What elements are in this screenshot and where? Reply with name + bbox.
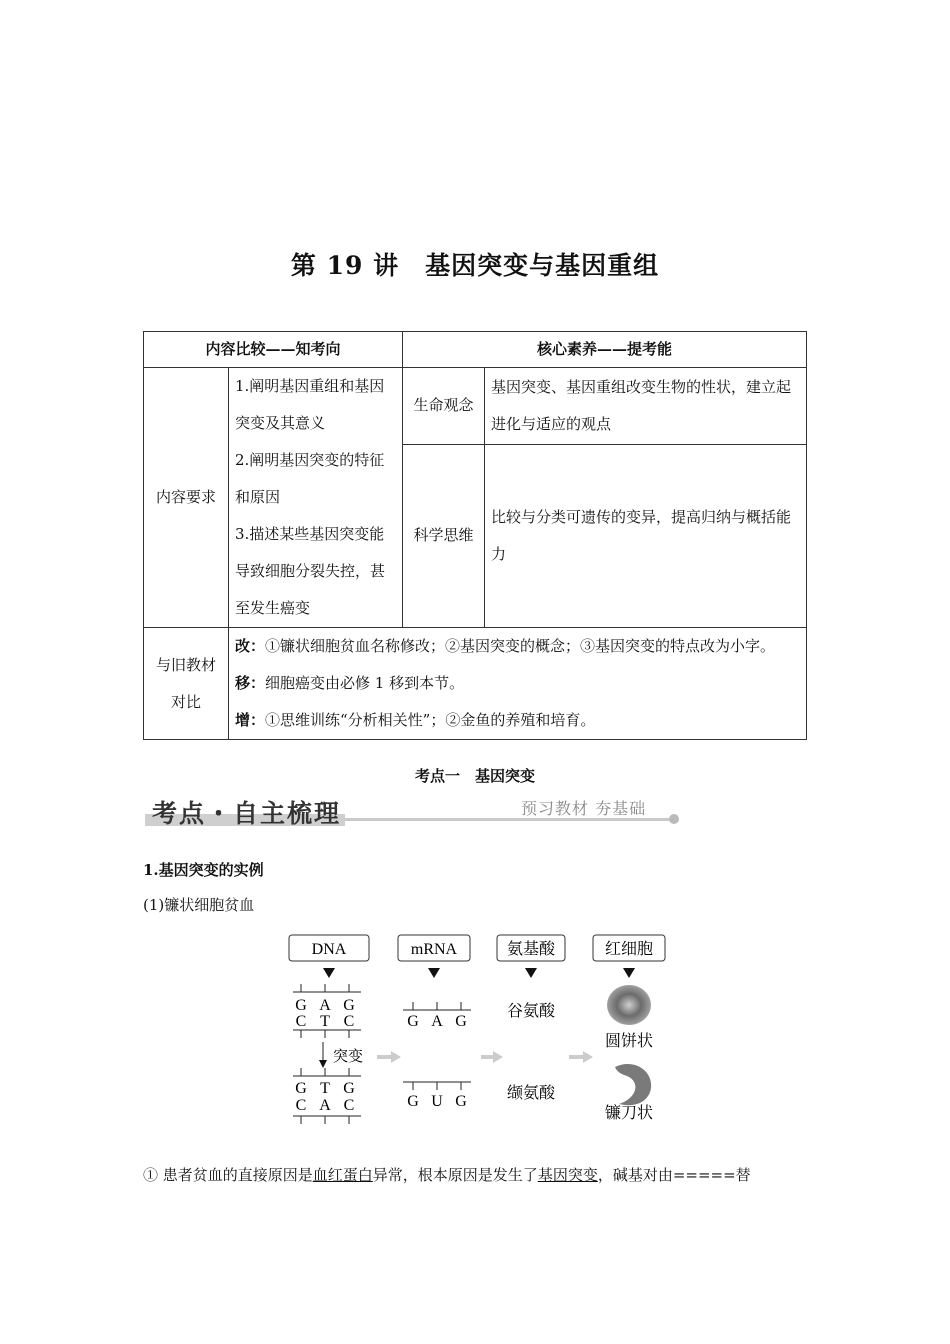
svg-text:C: C xyxy=(295,1013,307,1030)
sickle-cell-figure xyxy=(285,930,675,1130)
box-red-cell: 红细胞 xyxy=(604,941,654,958)
svg-text:G: G xyxy=(343,1080,355,1097)
cell-shape-normal: 圆饼状 xyxy=(604,1033,654,1050)
requirements-table xyxy=(143,331,807,740)
svg-text:C: C xyxy=(343,1013,355,1030)
svg-text:T: T xyxy=(320,1080,330,1097)
svg-text:G: G xyxy=(455,1013,467,1030)
paragraph-cause: ① 患者贫血的直接原因是血红蛋白异常，根本原因是发生了基因突变，碱基对由=====替 xyxy=(143,1166,751,1184)
box-mrna: mRNA xyxy=(410,941,458,958)
row-label-requirements: 内容要求 xyxy=(144,368,229,628)
normal-red-cell xyxy=(607,985,651,1025)
svg-text:U: U xyxy=(431,1093,443,1110)
literacy-label-life: 生命观念 xyxy=(403,368,485,445)
svg-text:G: G xyxy=(343,997,355,1014)
comparison-cell xyxy=(229,628,807,740)
heading-example: 1.基因突变的实例 xyxy=(143,861,264,879)
banner-subtitle: 预习教材 夯基础 xyxy=(521,799,647,818)
table-header-right: 核心素养——提考能 xyxy=(403,332,807,368)
mutation-label: 突变 xyxy=(333,1049,364,1065)
svg-text:G: G xyxy=(407,1013,419,1030)
svg-text:G: G xyxy=(295,1080,307,1097)
svg-text:A: A xyxy=(319,1097,331,1114)
box-amino-acid: 氨基酸 xyxy=(506,941,556,958)
sickle-red-cell xyxy=(615,1064,651,1105)
amino-acid-normal: 谷氨酸 xyxy=(506,1003,556,1020)
banner-title: 考点・自主梳理 xyxy=(152,799,342,828)
svg-text:G: G xyxy=(455,1093,467,1110)
change-item: 移：细胞癌变由必修 1 移到本节。 xyxy=(235,674,465,692)
svg-text:A: A xyxy=(431,1013,443,1030)
change-item: 增：①思维训练“分析相关性”；②金鱼的养殖和培育。 xyxy=(235,711,596,729)
page-title: 第 19 讲 基因突变与基因重组 xyxy=(290,251,660,280)
row-label-comparison: 与旧教材对比 xyxy=(144,628,229,740)
svg-text:C: C xyxy=(295,1097,307,1114)
requirement-item: 3.描述某些基因突变能导致细胞分裂失控，甚至发生癌变 xyxy=(235,525,386,617)
svg-text:G: G xyxy=(295,997,307,1014)
subheading-sickle: (1)镰状细胞贫血 xyxy=(143,896,255,914)
table-header-left: 内容比较——知考向 xyxy=(144,332,403,368)
literacy-text-life: 基因突变、基因重组改变生物的性状，建立起进化与适应的观点 xyxy=(485,368,807,445)
requirements-list xyxy=(229,368,403,628)
change-item: 改：①镰状细胞贫血名称修改；②基因突变的概念；③基因突变的特点改为小字。 xyxy=(235,637,776,655)
cell-shape-sickle: 镰刀状 xyxy=(604,1105,654,1122)
svg-text:C: C xyxy=(343,1097,355,1114)
requirement-item: 1.阐明基因重组和基因突变及其意义 xyxy=(235,377,385,432)
svg-text:G: G xyxy=(407,1093,419,1110)
section-banner xyxy=(145,792,685,832)
svg-text:T: T xyxy=(320,1013,330,1030)
literacy-text-science: 比较与分类可遗传的变异，提高归纳与概括能力 xyxy=(485,444,807,627)
amino-acid-mutant: 缬氨酸 xyxy=(506,1085,556,1102)
box-dna: DNA xyxy=(311,941,347,958)
requirement-item: 2.阐明基因突变的特征和原因 xyxy=(235,451,385,506)
svg-text:A: A xyxy=(319,997,331,1014)
section-title: 考点一 基因突变 xyxy=(414,767,535,785)
down-arrow-icon xyxy=(323,968,635,978)
literacy-label-science: 科学思维 xyxy=(403,444,485,627)
